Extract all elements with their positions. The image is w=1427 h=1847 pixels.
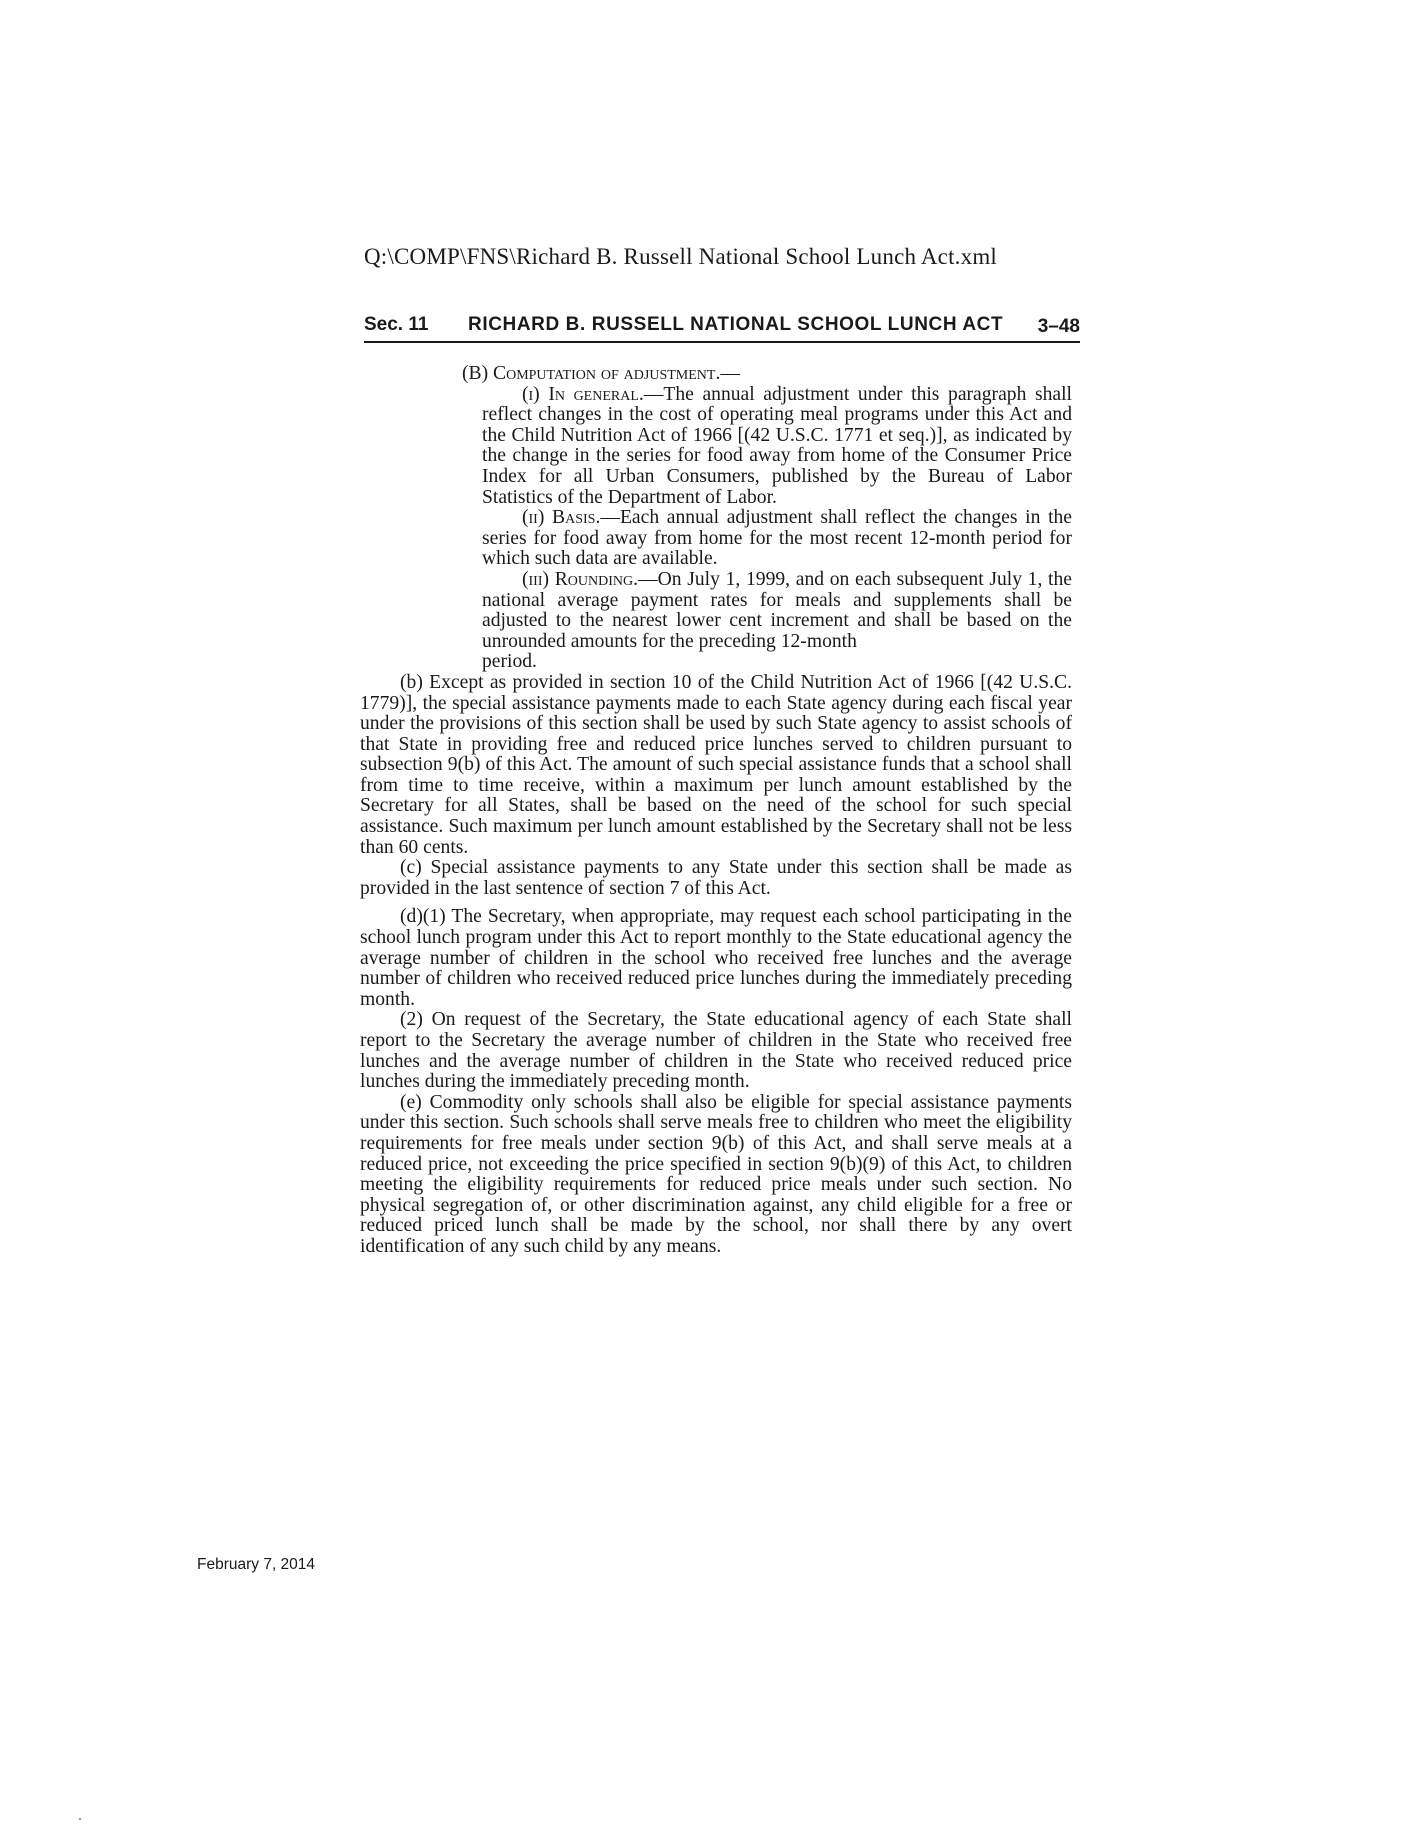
clause-i <box>360 385 1072 509</box>
running-head <box>364 312 1080 342</box>
page-body <box>360 364 1072 1258</box>
clause-ii-text: —Each annual adjustment shall reflect the changes in the series for food away from home for the most recent 12-month period for which such data are available. <box>482 507 1073 570</box>
subparagraph-b-heading: (B) Computation of adjustment.— <box>462 363 740 384</box>
paragraph-d2: (2) On request of the Secretary, the State educational agency of each State shall report to the Secretary the average number of children in the State who received free lunches and the average number of children in the State who received reduced price lunches during the immediately preceding month. <box>360 1009 1072 1093</box>
clause-iii-label: (iii) Rounding. <box>522 568 639 590</box>
paragraph-b: (b) Except as provided in section 10 of the Child Nutrition Act of 1966 [(42 U.S.C. 1779)], the special assistance payments made to each State agency during each fiscal year under the provisions of this section shall be used by such State agency to assist schools of that State in providing free and reduced price lunches served to children pursuant to subsection 9(b) of this Act. The amount of such special assistance funds that a school shall from time to time receive, within a maximum per lunch amount established by the Secretary for all States, shall be based on the need of the school for such special assistance. Such maximum per lunch amount established by the Secretary shall not be less than 60 cents. <box>360 671 1072 858</box>
clause-i-label: (i) In general. <box>522 383 644 405</box>
clause-ii-label: (ii) Basis. <box>522 507 601 529</box>
paragraph-d1: (d)(1) The Secretary, when appropriate, may request each school participating in the school lunch program under this Act to report monthly to the State educational agency the average number of children in the school who received free lunches and the average number of children who received reduced price lunches during the immediately preceding month. <box>360 906 1072 1010</box>
paragraph-c: (c) Special assistance payments to any State under this section shall be made as provided in the last sentence of section 7 of this Act. <box>360 857 1072 899</box>
file-path: Q:\COMP\FNS\Richard B. Russell National School Lunch Act.xml <box>364 244 997 269</box>
page-number: 3–48 <box>1037 316 1080 337</box>
clause-i-text: —The annual adjustment under this paragraph shall reflect changes in the cost of operating meal programs under this Act and the Child Nutrition Act of 1966 [(42 U.S.C. 1771 et seq.)], as indicated by the change in the series for food away from home of the Consumer Price Index for all Urban Consumers, published by the Bureau of Labor Statistics of the Department of Labor. <box>482 383 1072 508</box>
scan-speck <box>79 1818 81 1820</box>
clause-ii <box>360 508 1072 570</box>
footer-date: February 7, 2014 <box>197 1556 316 1573</box>
clause-iii-text: —On July 1, 1999, and on each subsequent July 1, the national average payment rates for meals and supplements shall be adjusted to the nearest lower cent increment and shall be based on the unrounded amounts for the preceding 12-month <box>482 568 1072 652</box>
paragraph-e: (e) Commodity only schools shall also be eligible for special assistance payments under this section. Such schools shall serve meals free to children who meet the eligibility requirements for free meals under section 9(b) of this Act, and shall serve meals at a reduced price, not exceeding the price specified in section 9(b)(9) of this Act, to children meeting the eligibility requirements for reduced price meals under such section. No physical segregation of, or other discrimination against, any child eligible for a free or reduced priced lunch shall be made by the school, nor shall there by any overt identification of any such child by any means. <box>360 1091 1072 1257</box>
clause-iii <box>360 570 1072 652</box>
section-number: Sec. 11 <box>364 314 429 335</box>
running-title: RICHARD B. RUSSELL NATIONAL SCHOOL LUNCH ACT <box>468 314 1004 335</box>
header-rule <box>364 341 1080 343</box>
clause-iii-end: period. <box>482 651 537 673</box>
